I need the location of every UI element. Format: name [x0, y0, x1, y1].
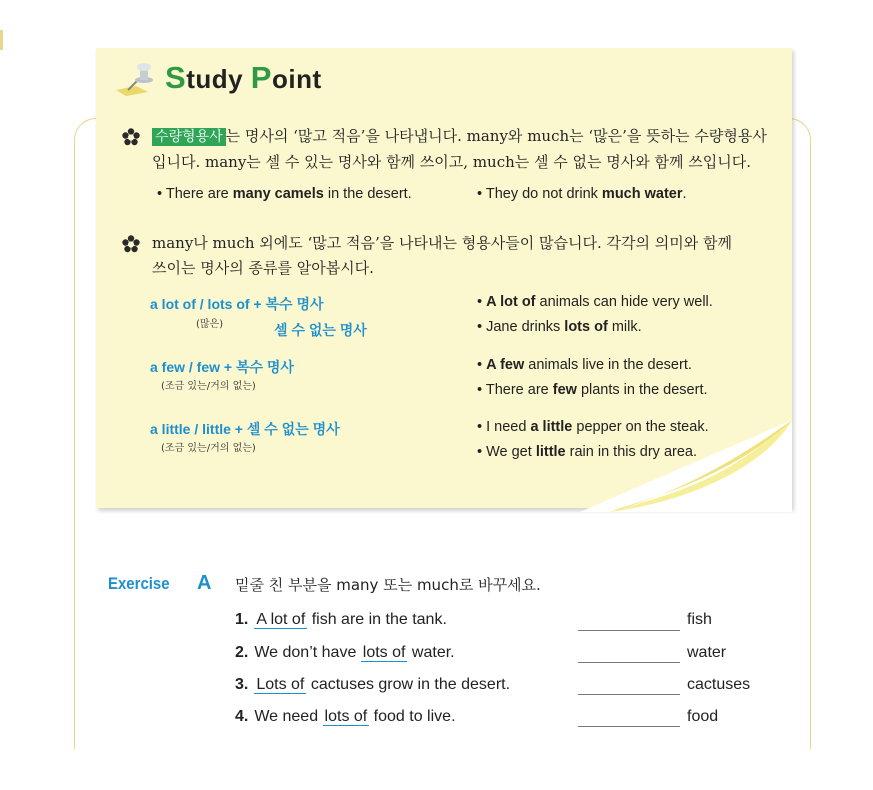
gloss-many: (많은)	[196, 319, 224, 330]
example-line: • There are few plants in the desert.	[477, 382, 708, 398]
example-line: • Jane drinks lots of milk.	[477, 319, 642, 335]
answer-noun: cactuses	[687, 676, 751, 693]
rule-a-lot-of: a lot of / lots of + 복수 명사	[150, 296, 324, 312]
answer-blank[interactable]	[578, 630, 680, 631]
exercise-question: 2. We don’t have lots of water.	[235, 644, 455, 661]
rule-a-few: a few / few + 복수 명사	[150, 359, 294, 375]
exercise-letter: A	[197, 572, 212, 594]
flower-bullet-icon	[122, 128, 140, 146]
exercise-question: 4. We need lots of food to live.	[235, 708, 456, 725]
exercise-question: 1. A lot of fish are in the tank.	[235, 611, 447, 628]
flower-bullet-icon	[122, 235, 140, 253]
underlined-phrase: lots of	[324, 708, 368, 725]
exercise-instruction: 밑줄 친 부분을 many 또는 much로 바꾸세요.	[235, 576, 541, 594]
frame-left-border	[74, 118, 97, 749]
answer-noun: fish	[687, 611, 712, 628]
pushpin-icon	[114, 60, 164, 98]
exercise-question: 3. Lots of cactuses grow in the desert.	[235, 676, 511, 693]
page-title: Study Point	[165, 60, 322, 95]
exercise-label: Exercise	[108, 574, 170, 593]
term-highlight: 수량형용사	[152, 128, 226, 146]
page-curl-decoration	[580, 420, 800, 520]
answer-blank[interactable]	[578, 694, 680, 695]
point1-example-right: • They do not drink much water.	[477, 186, 687, 202]
underlined-phrase: Lots of	[256, 676, 305, 693]
frame-tick-decoration	[0, 30, 3, 50]
gloss-little: (조금 있는/거의 없는)	[161, 443, 256, 454]
underlined-phrase: lots of	[362, 644, 406, 661]
point2-text: many나 much 외에도 ‘많고 적음’을 나타내는 형용사들이 많습니다. 각각의 의미와 함께 쓰이는 명사의 종류를 알아봅시다.	[152, 234, 732, 277]
example-line: • A few animals live in the desert.	[477, 357, 692, 373]
gloss-few: (조금 있는/거의 없는)	[161, 381, 256, 392]
answer-noun: food	[687, 708, 719, 725]
example-line: • I need a little pepper on the steak.	[477, 419, 709, 435]
rule-a-little: a little / little + 셀 수 없는 명사	[150, 421, 340, 437]
underlined-phrase: A lot of	[256, 611, 306, 628]
example-line: • We get little rain in this dry area.	[477, 444, 697, 460]
point1-example-left: • There are many camels in the desert.	[157, 186, 412, 202]
example-line: • A lot of animals can hide very well.	[477, 294, 713, 310]
answer-blank[interactable]	[578, 662, 680, 663]
answer-blank[interactable]	[578, 726, 680, 727]
point1-text: 수량형용사 는 명사의 ‘많고 적음’을 나타냅니다. many와 much는 ‘많은’을 뜻하는 수량형용사 입니다. many는 셀 수 있는 명사와 함께 쓰이고, much는 셀 수 없는 명사와 함께 쓰입니다.	[152, 127, 767, 171]
rule-a-lot-of-uncountable: 셀 수 없는 명사	[274, 322, 367, 338]
answer-noun: water	[687, 644, 727, 661]
